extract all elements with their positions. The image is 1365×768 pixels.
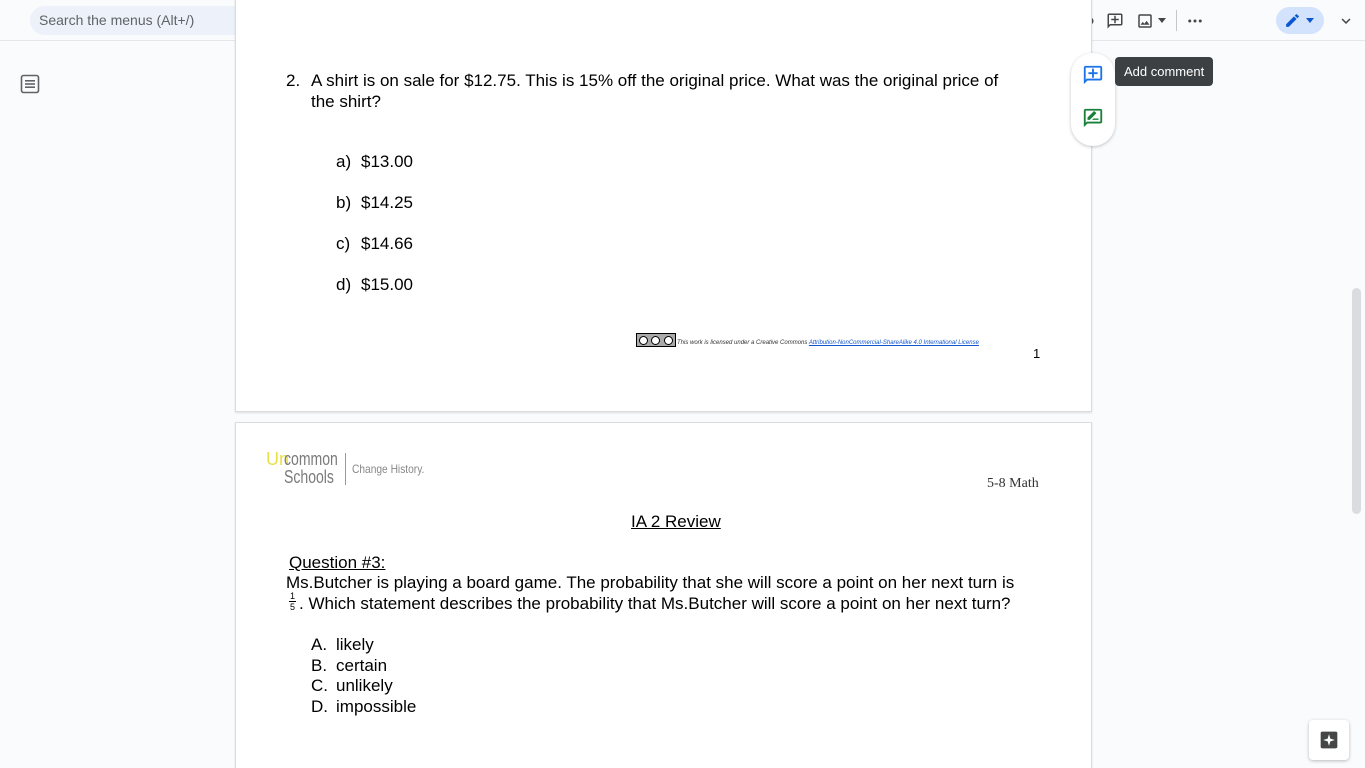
logo-schools: Schools	[284, 467, 334, 487]
question-3-line-2: . Which statement describes the probability that Ms.Butcher will score a point on her next turn?	[299, 594, 1011, 613]
option-letter: d)	[336, 275, 352, 294]
license-text: This work is licensed under a Creative Commons	[677, 340, 809, 346]
option-text: $13.00	[361, 152, 413, 171]
question-2-line-1: A shirt is on sale for $12.75. This is 15% off the original price. What was the original price of	[311, 71, 999, 90]
toolbar-separator	[1176, 10, 1177, 31]
search-menus-input[interactable]: Search the menus (Alt+/)	[30, 6, 334, 35]
option-letter: a)	[336, 152, 352, 171]
option-letter: C.	[311, 676, 328, 695]
document-page-2[interactable]	[235, 422, 1092, 768]
option-text: $15.00	[361, 275, 413, 294]
image-icon	[1136, 12, 1154, 30]
license-link[interactable]: Attribution-NonCommercial-ShareAlike 4.0 International License	[808, 340, 979, 346]
question-2-line-2: the shirt?	[311, 92, 381, 111]
option-text: likely	[336, 635, 374, 654]
option-text: unlikely	[336, 676, 393, 695]
creative-commons-badge	[636, 333, 676, 347]
logo-tagline: Change History.	[352, 462, 425, 476]
comment-side-panel	[1071, 53, 1115, 146]
header-subject: 5-8 Math	[987, 476, 1039, 491]
editing-mode-button[interactable]	[1276, 7, 1324, 34]
document-page-1[interactable]	[235, 0, 1092, 412]
logo-divider	[345, 453, 346, 485]
option-letter: D.	[311, 697, 328, 716]
explore-button[interactable]	[1309, 720, 1349, 760]
option-letter: B.	[311, 656, 328, 675]
fraction	[289, 591, 296, 612]
add-comment-tooltip: Add comment	[1115, 57, 1213, 86]
suggest-edits-icon[interactable]	[1082, 107, 1104, 129]
document-title: IA 2 Review	[631, 512, 721, 531]
fraction-numerator: 1	[289, 591, 295, 601]
option-text: certain	[336, 656, 388, 675]
question-3-label: Question #3:	[289, 553, 386, 572]
insert-image-button[interactable]	[1132, 7, 1170, 34]
option-letter: A.	[311, 635, 328, 654]
insert-comment-button[interactable]	[1103, 7, 1127, 34]
license-notice	[677, 340, 979, 346]
add-comment-icon	[1106, 12, 1124, 30]
vertical-scrollbar[interactable]	[1352, 288, 1361, 514]
fraction-denominator: 5	[289, 602, 295, 612]
option-letter: b)	[336, 193, 352, 212]
option-text: $14.25	[361, 193, 413, 212]
document-outline-icon[interactable]	[20, 74, 40, 94]
option-text: $14.66	[361, 234, 413, 253]
chevron-down-icon	[1306, 18, 1314, 23]
add-comment-icon[interactable]	[1082, 64, 1104, 86]
more-options-button[interactable]	[1183, 7, 1207, 34]
logo-common: common	[284, 449, 338, 469]
page-number: 1	[1033, 346, 1041, 361]
chevron-down-icon	[1158, 18, 1166, 23]
more-horizontal-icon	[1186, 12, 1204, 30]
question-2-number: 2.	[286, 71, 301, 90]
hide-menus-button[interactable]	[1334, 7, 1358, 34]
option-text: impossible	[336, 697, 417, 716]
explore-sparkle-icon	[1319, 730, 1339, 750]
chevron-up-down-icon	[1337, 12, 1355, 30]
pencil-icon	[1284, 12, 1301, 29]
option-letter: c)	[336, 234, 351, 253]
logo-un: Un	[266, 449, 290, 469]
question-3-line-1: Ms.Butcher is playing a board game. The probability that she will score a point on her next turn is	[286, 573, 1015, 592]
